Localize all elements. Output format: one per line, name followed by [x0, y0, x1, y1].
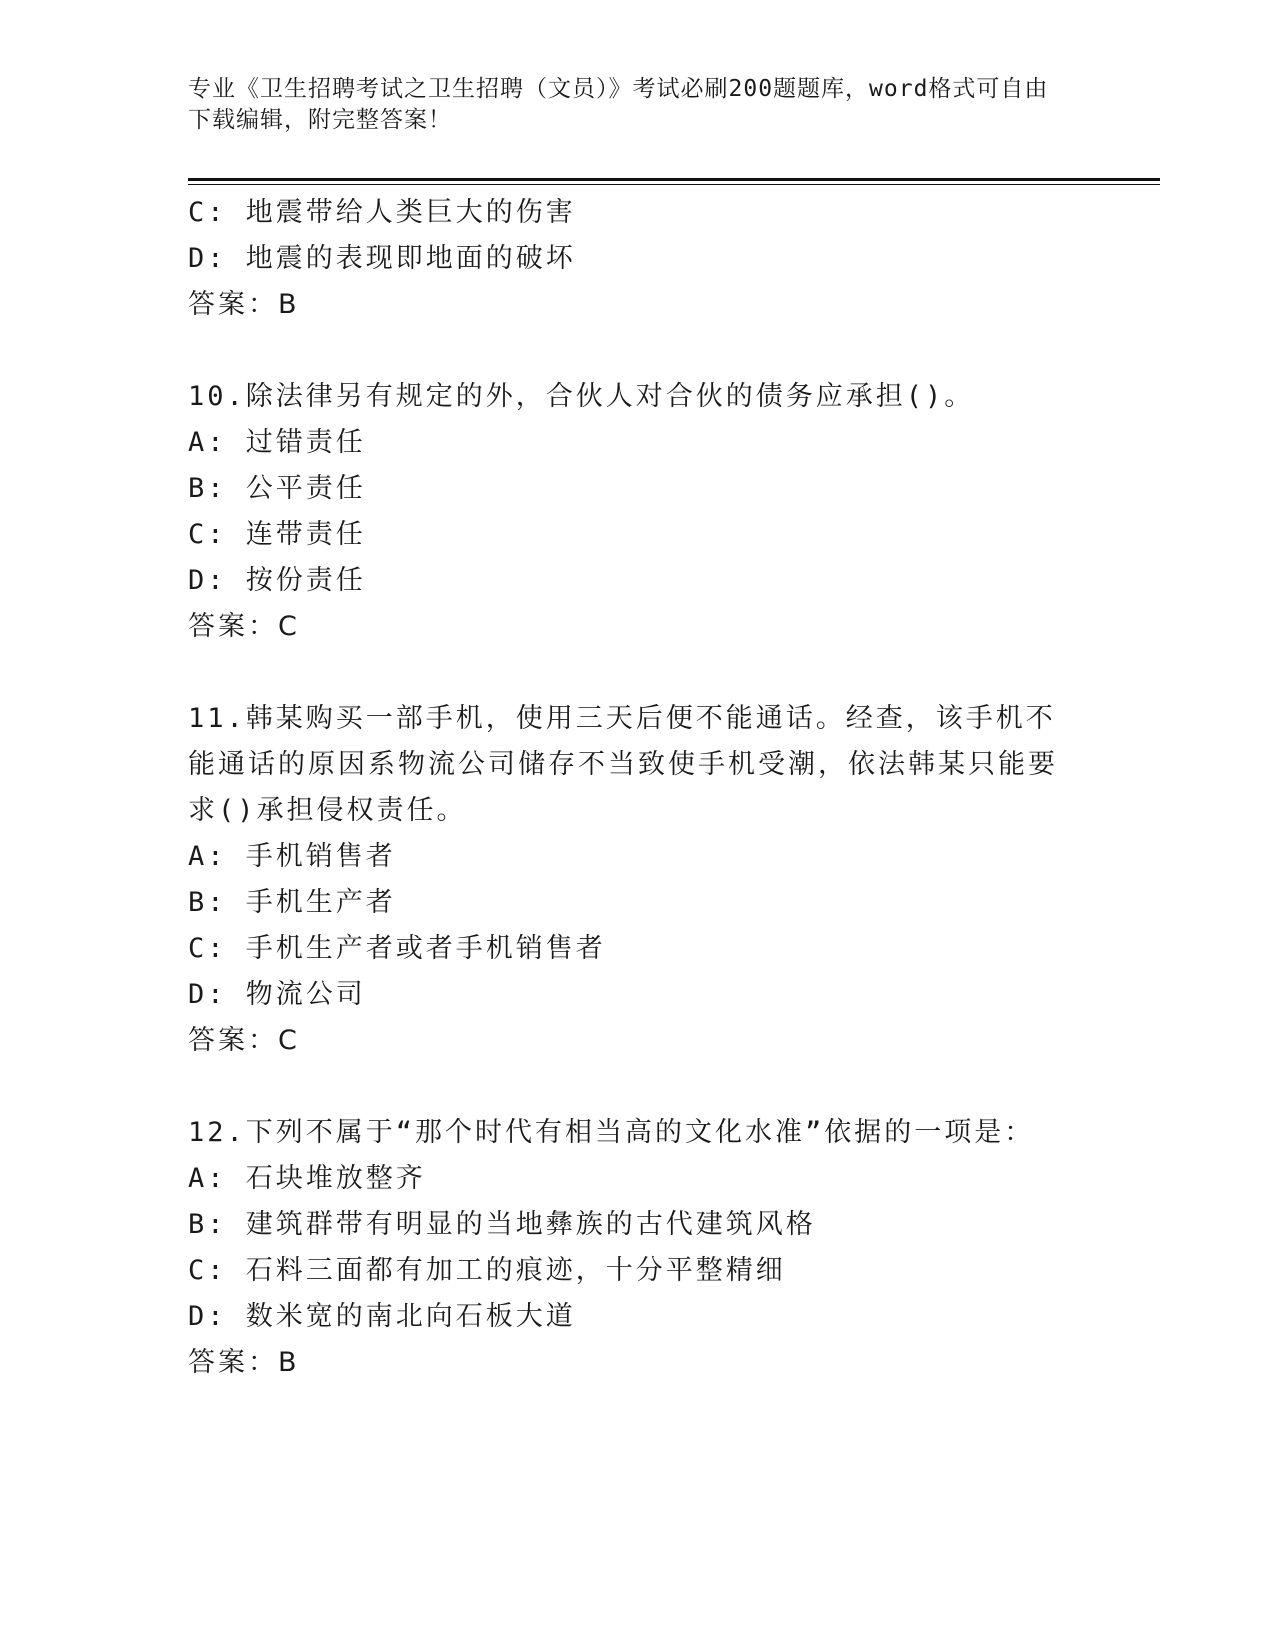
header-rule-thick	[188, 178, 1160, 181]
spacer	[188, 328, 1088, 374]
question-stem: 11.韩某购买一部手机，使用三天后便不能通话。经查，该手机不能通话的原因系物流公司储存不当致使手机受潮，依法韩某只能要求()承担侵权责任。	[188, 703, 1058, 826]
question-12	[188, 1110, 1088, 1386]
option-a: A: 手机销售者	[188, 841, 396, 872]
option-a: A: 石块堆放整齐	[188, 1163, 426, 1194]
option-d: D: 地震的表现即地面的破坏	[188, 243, 576, 274]
answer: 答案：B	[188, 1347, 300, 1378]
header-rule-thin	[188, 184, 1160, 185]
spacer	[188, 650, 1088, 696]
question-stem: 12.下列不属于“那个时代有相当高的文化水准”依据的一项是：	[188, 1117, 1035, 1148]
option-c: C: 石料三面都有加工的痕迹，十分平整精细	[188, 1255, 786, 1286]
option-c: C: 连带责任	[188, 519, 366, 550]
question-10	[188, 374, 1088, 650]
option-b: B: 公平责任	[188, 473, 366, 504]
question-stem: 10.除法律另有规定的外，合伙人对合伙的债务应承担()。	[188, 381, 975, 412]
option-b: B: 手机生产者	[188, 887, 396, 918]
option-c: C: 手机生产者或者手机销售者	[188, 933, 606, 964]
question-11	[188, 696, 1088, 1064]
option-b: B: 建筑群带有明显的当地彝族的古代建筑风格	[188, 1209, 816, 1240]
question-9-tail	[188, 190, 1088, 328]
option-d: D: 按份责任	[188, 565, 366, 596]
spacer	[188, 1064, 1088, 1110]
document-header: 专业《卫生招聘考试之卫生招聘（文员）》考试必刷200题题库，word格式可自由下载编辑，附完整答案！	[188, 76, 1049, 133]
answer: 答案：C	[188, 611, 300, 642]
option-d: D: 数米宽的南北向石板大道	[188, 1301, 576, 1332]
option-c: C: 地震带给人类巨大的伤害	[188, 197, 576, 228]
option-d: D: 物流公司	[188, 979, 366, 1010]
question-list	[188, 190, 1088, 1386]
answer: 答案：C	[188, 1025, 300, 1056]
answer: 答案：B	[188, 289, 300, 320]
option-a: A: 过错责任	[188, 427, 366, 458]
